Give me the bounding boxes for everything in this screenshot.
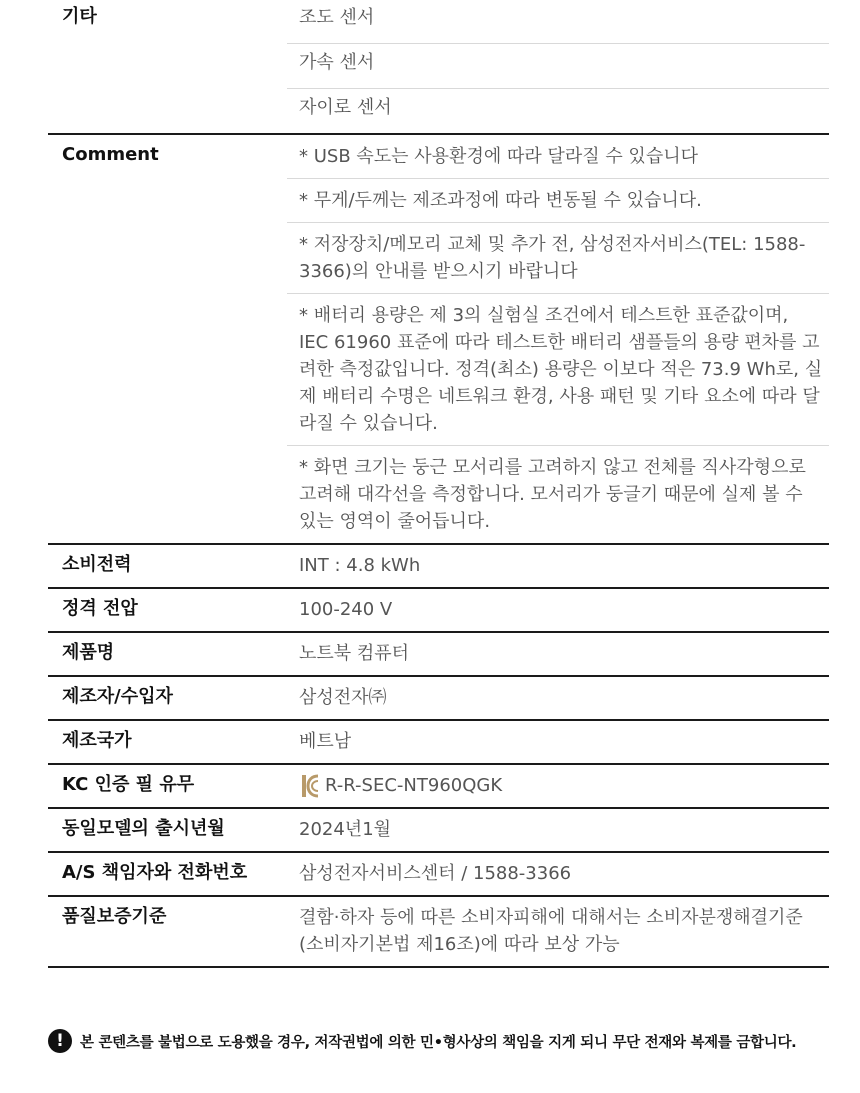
spec-row-release	[48, 807, 829, 851]
spec-row-manufacturer	[48, 675, 829, 719]
spec-label-power: 소비전력	[62, 554, 132, 575]
spec-label-product-name: 제품명	[62, 642, 115, 663]
spec-value-power: INT : 4.8 kWh	[299, 555, 421, 576]
copyright-notice-text: 본 콘텐츠를 불법으로 도용했을 경우, 저작권법에 의한 민•형사상의 책임을 지게 되니 무단 전재와 복제를 금합니다.	[80, 1034, 797, 1051]
comment-battery: * 배터리 용량은 제 3의 실험실 조건에서 테스트한 표준값이며, IEC 61960 표준에 따라 테스트한 배터리 샘플들의 용량 편차를 고려한 측정값입니다. 정격(최소) 용량은 이보다 적은 73.9 Wh로, 실제 배터리 수명은 네트워크 환경, 사용 패턴 및 기타 요소에 따라 달라질 수 있습니다.	[287, 293, 829, 445]
spec-values-comment	[287, 135, 829, 543]
spec-label-country: 제조국가	[62, 730, 132, 751]
spec-value-warranty: 결함·하자 등에 따른 소비자피해에 대해서는 소비자분쟁해결기준(소비자기본법 제16조)에 따라 보상 가능	[299, 907, 803, 955]
spec-row-product-name	[48, 631, 829, 675]
spec-label-etc: 기타	[62, 6, 97, 27]
comment-weight: * 무게/두께는 제조과정에 따라 변동될 수 있습니다.	[287, 178, 829, 222]
comment-storage: * 저장장치/메모리 교체 및 추가 전, 삼성전자서비스(TEL: 1588-3366)의 안내를 받으시기 바랍니다	[287, 222, 829, 293]
spec-value-voltage: 100-240 V	[299, 599, 393, 620]
kc-mark-icon	[299, 773, 321, 799]
spec-value-product-name: 노트북 컴퓨터	[299, 643, 410, 664]
comment-screen-size: * 화면 크기는 둥근 모서리를 고려하지 않고 전체를 직사각형으로 고려해 대각선을 측정합니다. 모서리가 둥글기 때문에 실제 볼 수 있는 영역이 줄어듭니다.	[287, 445, 829, 543]
spec-value-release: 2024년1월	[299, 819, 392, 840]
spec-label-release: 동일모델의 출시년월	[62, 818, 225, 839]
spec-label-voltage: 정격 전압	[62, 598, 138, 619]
spec-label-comment: Comment	[62, 144, 159, 165]
spec-row-comment	[48, 133, 829, 543]
spec-value-accel-sensor: 가속 센서	[287, 43, 829, 88]
spec-value-manufacturer: 삼성전자㈜	[299, 687, 387, 708]
spec-label-as: A/S 책임자와 전화번호	[62, 862, 248, 883]
spec-row-etc	[48, 0, 829, 133]
spec-table	[48, 0, 829, 968]
spec-row-warranty	[48, 895, 829, 966]
exclamation-icon: !	[48, 1029, 72, 1053]
spec-row-kc	[48, 763, 829, 807]
spec-values-etc	[287, 0, 829, 133]
spec-value-light-sensor: 조도 센서	[299, 7, 375, 28]
spec-row-country	[48, 719, 829, 763]
spec-value-gyro-sensor: 자이로 센서	[287, 88, 829, 133]
spec-value-as: 삼성전자서비스센터 / 1588-3366	[299, 863, 572, 884]
spec-row-power	[48, 543, 829, 587]
spec-value-kc	[287, 765, 829, 807]
comment-usb-speed: * USB 속도는 사용환경에 따라 달라질 수 있습니다	[299, 146, 698, 167]
kc-cert-number: R-R-SEC-NT960QGK	[325, 775, 503, 796]
copyright-notice	[48, 1029, 838, 1053]
spec-label-warranty: 품질보증기준	[62, 906, 167, 927]
spec-row-voltage	[48, 587, 829, 631]
spec-label-kc: KC 인증 필 유무	[62, 774, 195, 795]
spec-label-manufacturer: 제조자/수입자	[62, 686, 173, 707]
spec-row-as	[48, 851, 829, 895]
spec-value-country: 베트남	[299, 731, 352, 752]
